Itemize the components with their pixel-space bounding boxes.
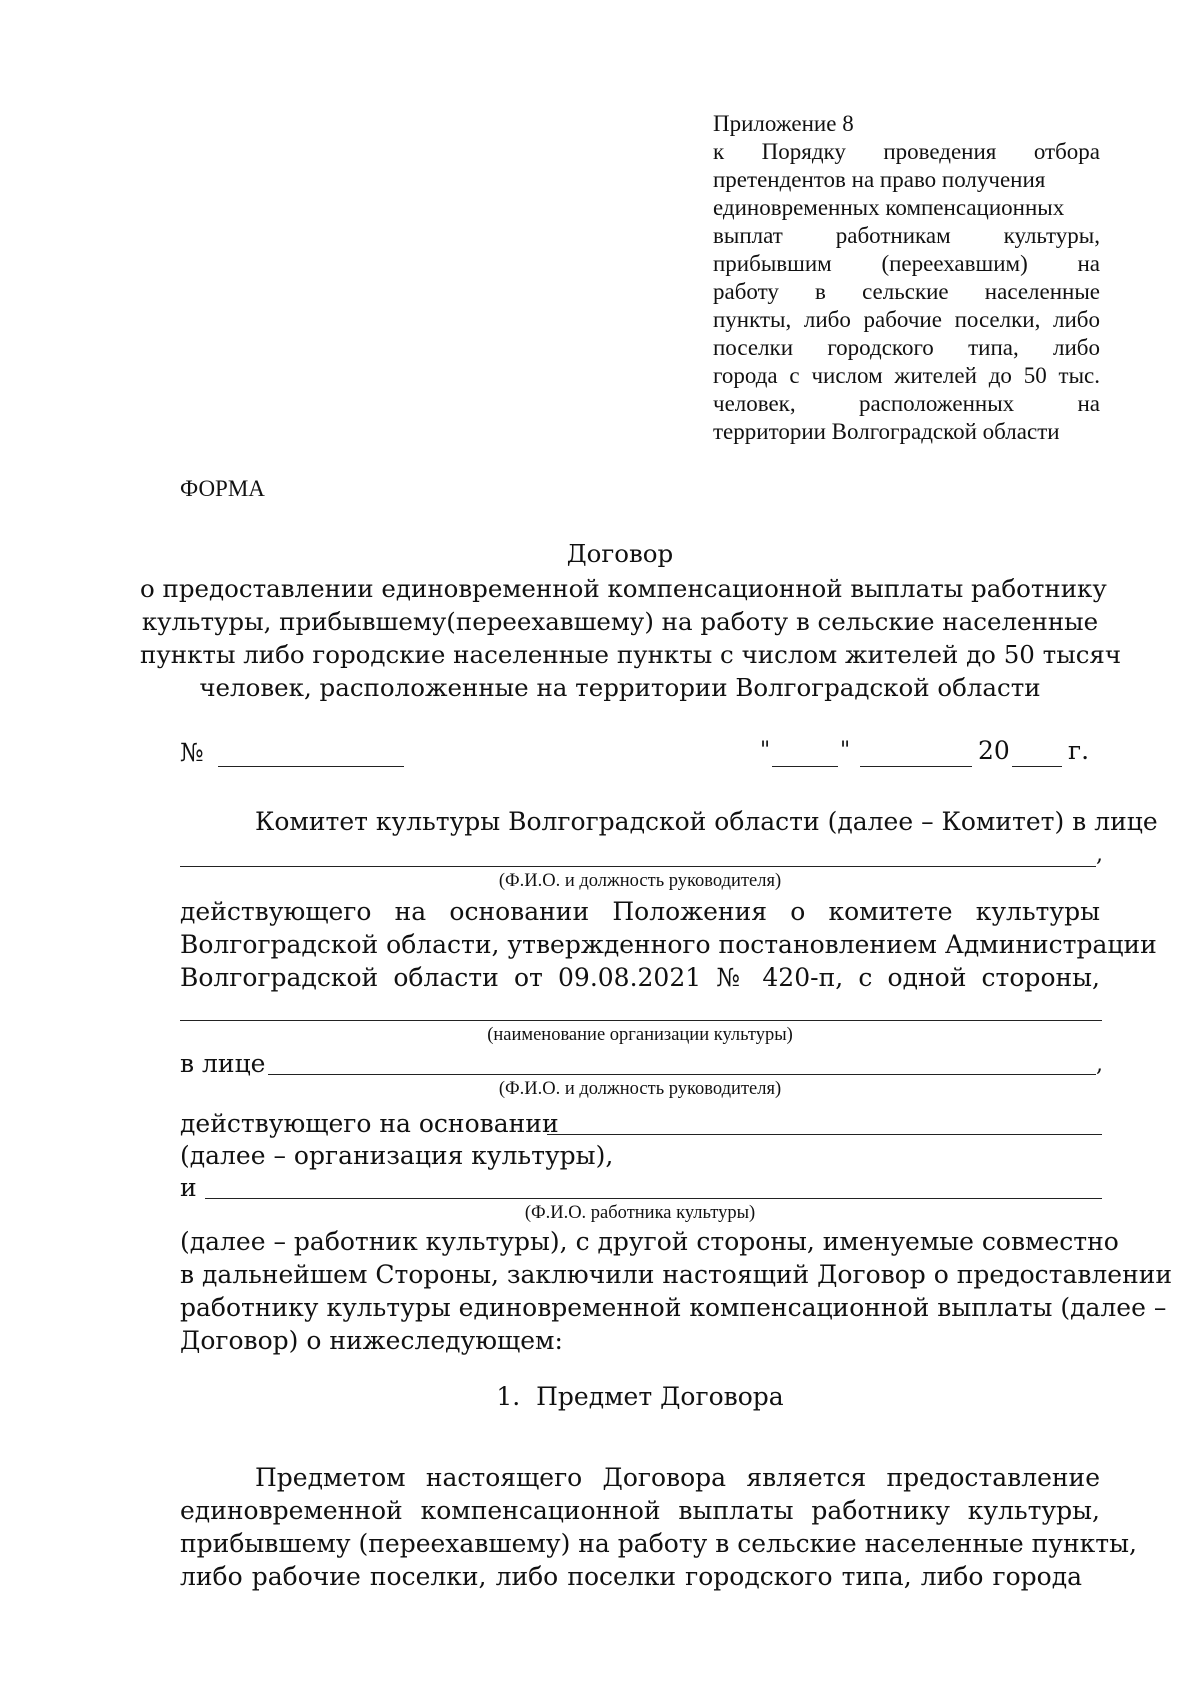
org-name-blank <box>180 1020 1102 1021</box>
head-name-blank <box>180 866 1096 867</box>
appendix-line: единовременных компенсационных <box>713 195 1065 220</box>
comma: , <box>1096 842 1103 867</box>
contract-heading: Договор <box>566 539 674 568</box>
acting-basis-label: действующего на основании <box>180 1109 559 1138</box>
caption-org: (наименование организации культуры) <box>487 1025 793 1045</box>
contract-number-label: № <box>180 738 204 767</box>
parties-line: в дальнейшем Стороны, заключили настоящий Договор о предоставлении <box>180 1260 1173 1289</box>
contract-number-blank <box>218 766 404 767</box>
comma: , <box>1096 1052 1103 1077</box>
worker-name-blank <box>205 1198 1102 1199</box>
appendix-line: работу в сельские населенные <box>713 279 1100 304</box>
appendix-block <box>713 110 1100 446</box>
section-text-line: прибывшему (переехавшему) на работу в сельские населенные пункты, <box>180 1529 1137 1558</box>
title-line: человек, расположенные на территории Волгоградской области <box>199 673 1041 702</box>
appendix-line: человек, расположенных на <box>713 391 1100 416</box>
appendix-line: пункты, либо рабочие поселки, либо <box>713 307 1100 332</box>
title-line: культуры, прибывшему(переехавшему) на работу в сельские населенные <box>141 607 1099 636</box>
appendix-line: поселки городского типа, либо <box>713 335 1100 360</box>
and-label: и <box>180 1173 197 1202</box>
section-text-line: единовременной компенсационной выплаты работнику культуры, <box>180 1496 1100 1525</box>
parties-line: (далее – работник культуры), с другой стороны, именуемые совместно <box>180 1227 1119 1256</box>
appendix-line: города с числом жителей до 50 тыс. <box>713 363 1100 388</box>
section-text-line: либо рабочие поселки, либо поселки городского типа, либо города <box>180 1562 1082 1591</box>
date-year-prefix: 20 <box>978 736 1010 765</box>
parties-line: Договор) о нижеследующем: <box>180 1326 563 1355</box>
appendix-line: к Порядку проведения отбора <box>713 139 1100 164</box>
section-title: Предмет Договора <box>536 1382 784 1411</box>
appendix-line: выплат работникам культуры, <box>713 223 1100 248</box>
title-line: пункты либо городские населенные пункты с числом жителей до 50 тысяч <box>140 640 1122 669</box>
acting-basis-blank <box>547 1134 1102 1135</box>
date-quote-close: " <box>840 738 851 763</box>
section-number: 1. <box>496 1382 521 1411</box>
appendix-line: территории Волгоградской области <box>713 419 1060 444</box>
appendix-line: прибывшим (переехавшим) на <box>713 251 1100 276</box>
date-year-suffix: г. <box>1068 736 1090 765</box>
caption-worker: (Ф.И.О. работника культуры) <box>524 1203 756 1223</box>
acting-line: Волгоградской области, утвержденного постановлением Администрации <box>180 930 1157 959</box>
in-person-label: в лице <box>180 1049 266 1078</box>
section-text-line: Предметом настоящего Договора является предоставление <box>255 1463 1100 1492</box>
date-quote-open: " <box>760 738 771 763</box>
parties-line: работнику культуры единовременной компенсационной выплаты (далее – <box>180 1293 1167 1322</box>
appendix-line: Приложение 8 <box>713 111 854 136</box>
date-month-blank <box>860 766 972 767</box>
acting-line: действующего на основании Положения о комитете культуры <box>180 897 1100 926</box>
caption-head: (Ф.И.О. и должность руководителя) <box>498 871 782 891</box>
acting-line: Волгоградской области от 09.08.2021 № 420-п, с одной стороны, <box>180 963 1100 992</box>
form-label: ФОРМА <box>180 476 265 501</box>
caption-head-2: (Ф.И.О. и должность руководителя) <box>498 1079 782 1099</box>
date-year-blank <box>1012 766 1062 767</box>
date-day-blank <box>772 766 838 767</box>
appendix-line: претендентов на право получения <box>713 167 1046 192</box>
title-line: о предоставлении единовременной компенсационной выплаты работнику <box>140 574 1107 603</box>
org-line: (далее – организация культуры), <box>180 1141 614 1170</box>
committee-line: Комитет культуры Волгоградской области (далее – Комитет) в лице <box>255 807 1158 836</box>
org-head-blank <box>268 1074 1096 1075</box>
section-heading <box>180 1382 1100 1411</box>
